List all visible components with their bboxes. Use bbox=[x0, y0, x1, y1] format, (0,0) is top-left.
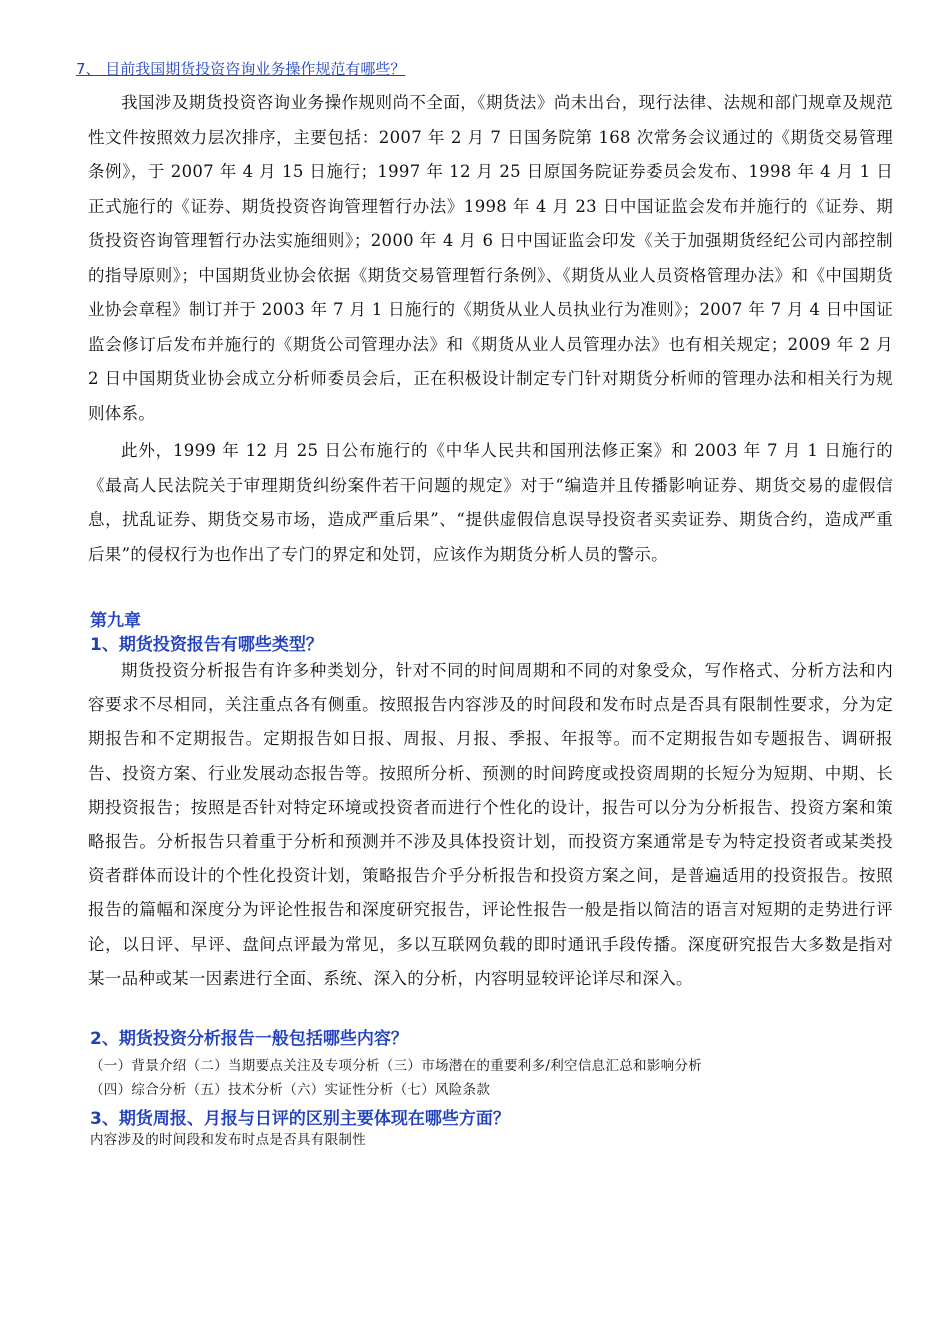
question-3-answer: 内容涉及的时间段和发布时点是否具有限制性 bbox=[90, 1132, 366, 1148]
question-2-list-line-2: （四）综合分析（五）技术分析（六）实证性分析（七）风险条款 bbox=[90, 1082, 491, 1098]
question-2-list-line-1: （一）背景介绍（二）当期要点关注及专项分析（三）市场潜在的重要利多/利空信息汇总和影响分析 bbox=[90, 1058, 703, 1074]
question-3-heading: 3、期货周报、月报与日评的区别主要体现在哪些方面？ bbox=[90, 1109, 510, 1129]
question-7-paragraph-1: 我国涉及期货投资咨询业务操作规则尚不全面，《期货法》尚未出台，现行法律、法规和部门规章及规范性文件按照效力层次排序，主要包括：2007 年 2 月 7 日国务院第 168 次常务会议通过的《期货交易管理条例》，于 2007 年 4 月 15 日施行；1997 年 12 月 25 日原国务院证券委员会发布、1998 年 4 月 1 日正式施行的《证券、期货投资咨询管理暂行办法》1998 年 4 月 23 日中国证监会发布并施行的《证券、期货投资咨询管理暂行办法实施细则》；2000 年 4 月 6 日中国证监会印发《关于加强期货经纪公司内部控制的指导原则》；中国期货业协会依据《期货交易管理暂行条例》、《期货从业人员资格管理办法》和《中国期货业协会章程》制订并于 2003 年 7 月 1 日施行的《期货从业人员执业行为准则》；2007 年 7 月 4 日中国证监会修订后发布并施行的《期货公司管理办法》和《期货从业人员管理办法》也有相关规定；2009 年 2 月 2 日中国期货业协会成立分析师委员会后，正在积极设计制定专门针对期货分析师的管理办法和相关行为规则体系。 bbox=[88, 93, 893, 423]
question-1-heading: 1、期货投资报告有哪些类型？ bbox=[90, 635, 323, 655]
question-7-paragraph-2: 此外，1999 年 12 月 25 日公布施行的《中华人民共和国刑法修正案》和 2003 年 7 月 1 日施行的《最高人民法院关于审理期货纠纷案件若干问题的规定》对于“编造并且传播影响证券、期货交易的虚假信息，扰乱证券、期货交易市场，造成严重后果”、“提供虚假信息误导投资者买卖证券、期货合约，造成严重后果”的侵权行为也作出了专门的界定和处罚，应该作为期货分析人员的警示。 bbox=[88, 441, 893, 564]
chapter-heading: 第九章 bbox=[90, 611, 141, 631]
question-7-link[interactable]: 7、 目前我国期货投资咨询业务操作规范有哪些？ bbox=[76, 60, 406, 78]
question-1-paragraph: 期货投资分析报告有许多种类划分，针对不同的时间周期和不同的对象受众，写作格式、分析方法和内容要求不尽相同，关注重点各有侧重。按照报告内容涉及的时间段和发布时点是否具有限制性要求，分为定期报告和不定期报告。定期报告如日报、周报、月报、季报、年报等。而不定期报告如专题报告、调研报告、投资方案、行业发展动态报告等。按照所分析、预测的时间跨度或投资周期的长短分为短期、中期、长期投资报告；按照是否针对特定环境或投资者而进行个性化的设计，报告可以分为分析报告、投资方案和策略报告。分析报告只着重于分析和预测并不涉及具体投资计划，而投资方案通常是专为特定投资者或某类投资者群体而设计的个性化投资计划，策略报告介乎分析报告和投资方案之间，是普遍适用的投资报告。按照报告的篇幅和深度分为评论性报告和深度研究报告，评论性报告一般是指以简洁的语言对短期的走势进行评论，以日评、早评、盘间点评最为常见，多以互联网负载的即时通讯手段传播。深度研究报告大多数是指对某一品种或某一因素进行全面、系统、深入的分析，内容明显较评论详尽和深入。 bbox=[88, 661, 893, 988]
question-2-heading: 2、期货投资分析报告一般包括哪些内容？ bbox=[90, 1029, 408, 1049]
